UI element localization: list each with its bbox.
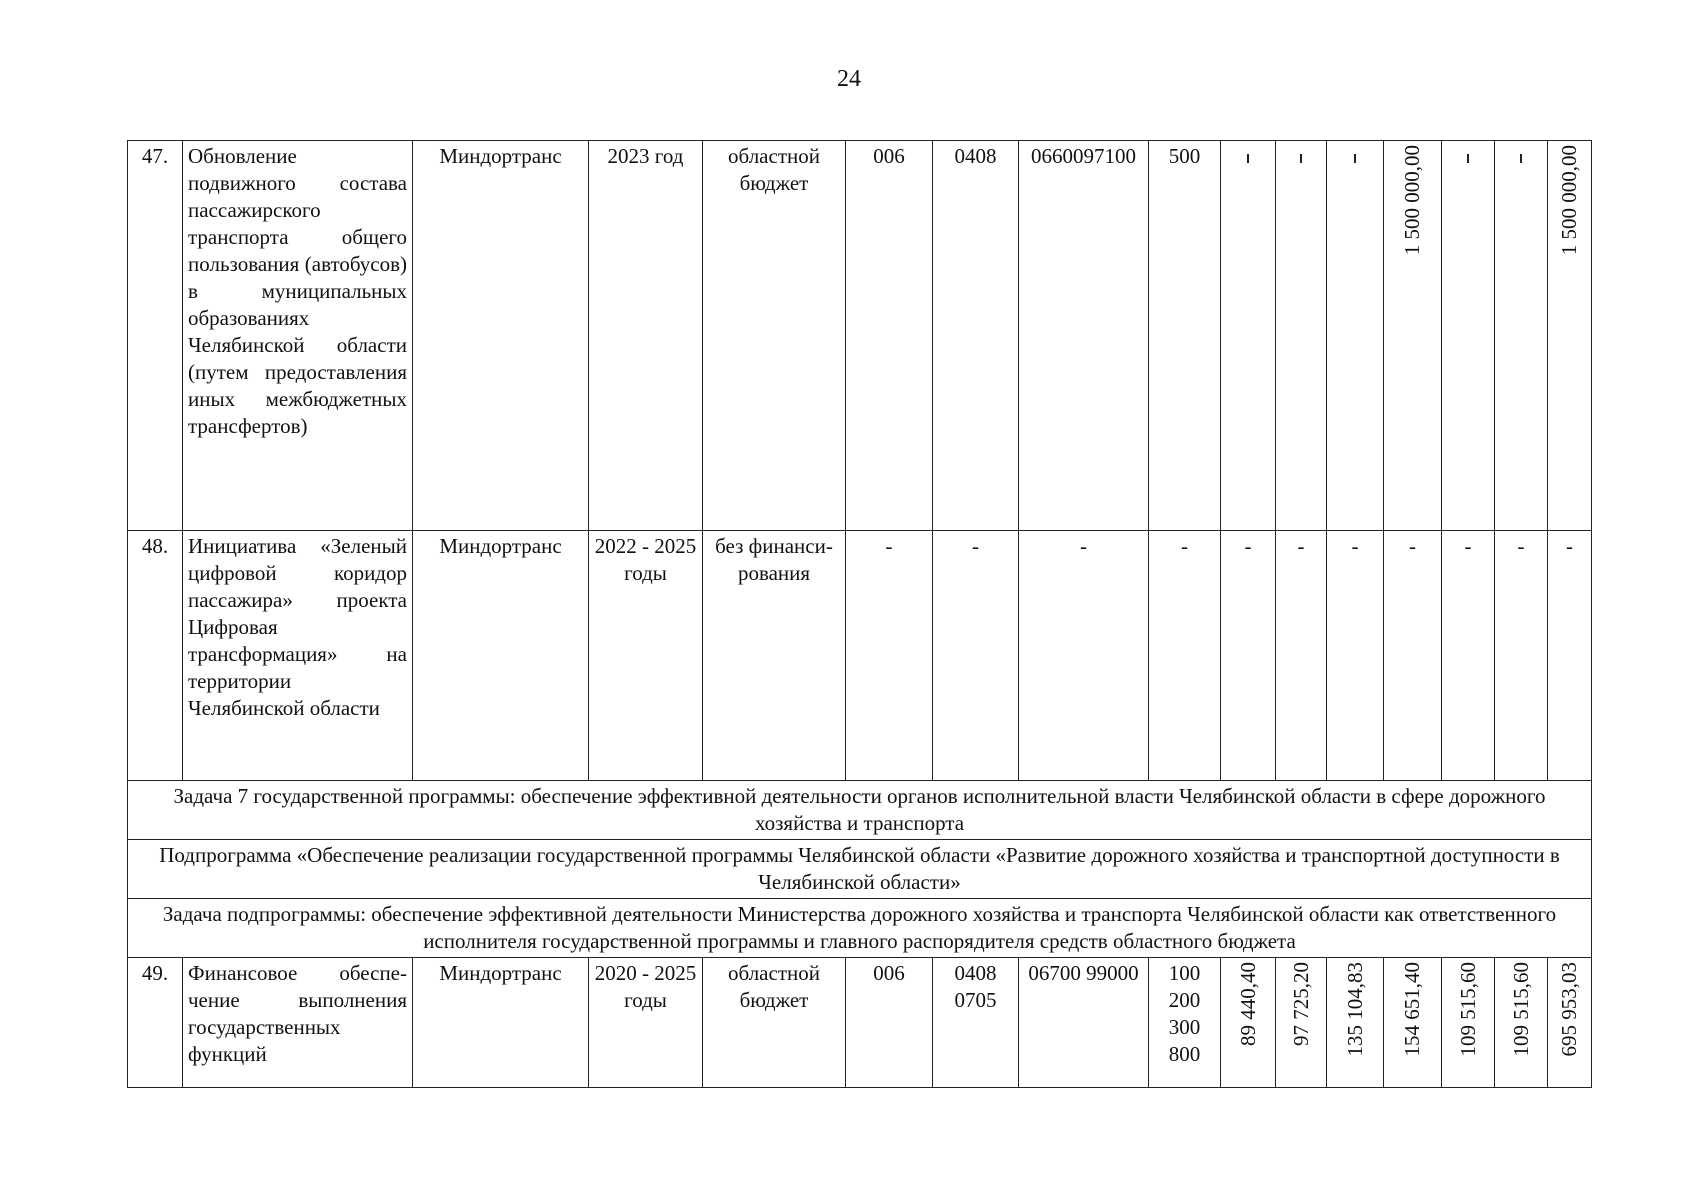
task-banner — [128, 781, 1592, 840]
funding-source: без финанси-рования — [703, 531, 846, 781]
table-row — [128, 531, 1592, 781]
subprogram-banner — [128, 840, 1592, 899]
vr-code: 100 200 300 800 — [1149, 958, 1221, 1088]
table-row — [128, 958, 1592, 1088]
grbs-code: 006 — [846, 141, 933, 531]
amount-2020 — [1221, 141, 1276, 531]
csr-code: 0660097100 — [1019, 141, 1149, 531]
rzpr-code: 0408 0705 — [933, 958, 1019, 1088]
amount-2020: - — [1221, 531, 1276, 781]
funding-source: областной бюджет — [703, 141, 846, 531]
page-number: 24 — [837, 66, 861, 92]
csr-code: 06700 99000 — [1019, 958, 1149, 1088]
activity-name: Инициатива «Зеленый цифровой коридор пассажира» проекта Цифровая трансформация» на территории Челябинской области — [183, 531, 413, 781]
dash-mark — [1300, 154, 1302, 163]
amount-total: 1 500 000,00 — [1548, 141, 1592, 531]
subtask-text: Задача подпрограммы: обеспечение эффективной деятельности Министерства дорожного хозяйства и транспорта Челябинской области как ответственного исполнителя государственной программы и главного распорядителя средств областного бюджета — [128, 899, 1592, 958]
grbs-code: 006 — [846, 958, 933, 1088]
rzpr-code: - — [933, 531, 1019, 781]
amount-2022: - — [1327, 531, 1384, 781]
row-number: 47. — [128, 141, 183, 531]
amount-2024: 109 515,60 — [1442, 958, 1495, 1088]
rzpr-code: 0408 — [933, 141, 1019, 531]
amount-2021: 97 725,20 — [1276, 958, 1327, 1088]
amount-total: - — [1548, 531, 1592, 781]
amount-2024: - — [1442, 531, 1495, 781]
row-number: 49. — [128, 958, 183, 1088]
dash-mark — [1520, 154, 1522, 163]
funding-source: областной бюджет — [703, 958, 846, 1088]
amount-total: 695 953,03 — [1548, 958, 1592, 1088]
executor: Миндортранс — [413, 531, 589, 781]
row-number: 48. — [128, 531, 183, 781]
period: 2023 год — [589, 141, 703, 531]
amount-2022: 135 104,83 — [1327, 958, 1384, 1088]
dash-mark — [1247, 154, 1249, 163]
dash-mark — [1467, 154, 1469, 163]
subtask-banner — [128, 899, 1592, 958]
amount-2023: - — [1384, 531, 1442, 781]
amount-2025 — [1495, 141, 1548, 531]
amount-2021: - — [1276, 531, 1327, 781]
period: 2020 - 2025 годы — [589, 958, 703, 1088]
amount-2021 — [1276, 141, 1327, 531]
amount-2023: 1 500 000,00 — [1384, 141, 1442, 531]
activity-name: Финансовое обеспе-чение выполнения государственных функций — [183, 958, 413, 1088]
activity-name: Обновление подвижного состава пассажирского транспорта общего пользования (автобусов) в муниципальных образованиях Челябинской области (путем предоставления иных межбюджетных трансфертов) — [183, 141, 413, 531]
executor: Миндортранс — [413, 141, 589, 531]
dash-mark — [1354, 154, 1356, 163]
subprogram-text: Подпрограмма «Обеспечение реализации государственной программы Челябинской области «Развитие дорожного хозяйства и транспортной доступности в Челябинской области» — [128, 840, 1592, 899]
amount-2022 — [1327, 141, 1384, 531]
amount-2025: 109 515,60 — [1495, 958, 1548, 1088]
amount-2020: 89 440,40 — [1221, 958, 1276, 1088]
task7-text: Задача 7 государственной программы: обеспечение эффективной деятельности органов исполнительной власти Челябинской области в сфере дорожного хозяйства и транспорта — [128, 781, 1592, 840]
amount-2025: - — [1495, 531, 1548, 781]
executor: Миндортранс — [413, 958, 589, 1088]
table-row — [128, 141, 1592, 531]
amount-2024 — [1442, 141, 1495, 531]
period: 2022 - 2025 годы — [589, 531, 703, 781]
vr-code: 500 — [1149, 141, 1221, 531]
amount-2023: 154 651,40 — [1384, 958, 1442, 1088]
grbs-code: - — [846, 531, 933, 781]
program-activities-table — [127, 140, 1592, 1088]
vr-code: - — [1149, 531, 1221, 781]
csr-code: - — [1019, 531, 1149, 781]
